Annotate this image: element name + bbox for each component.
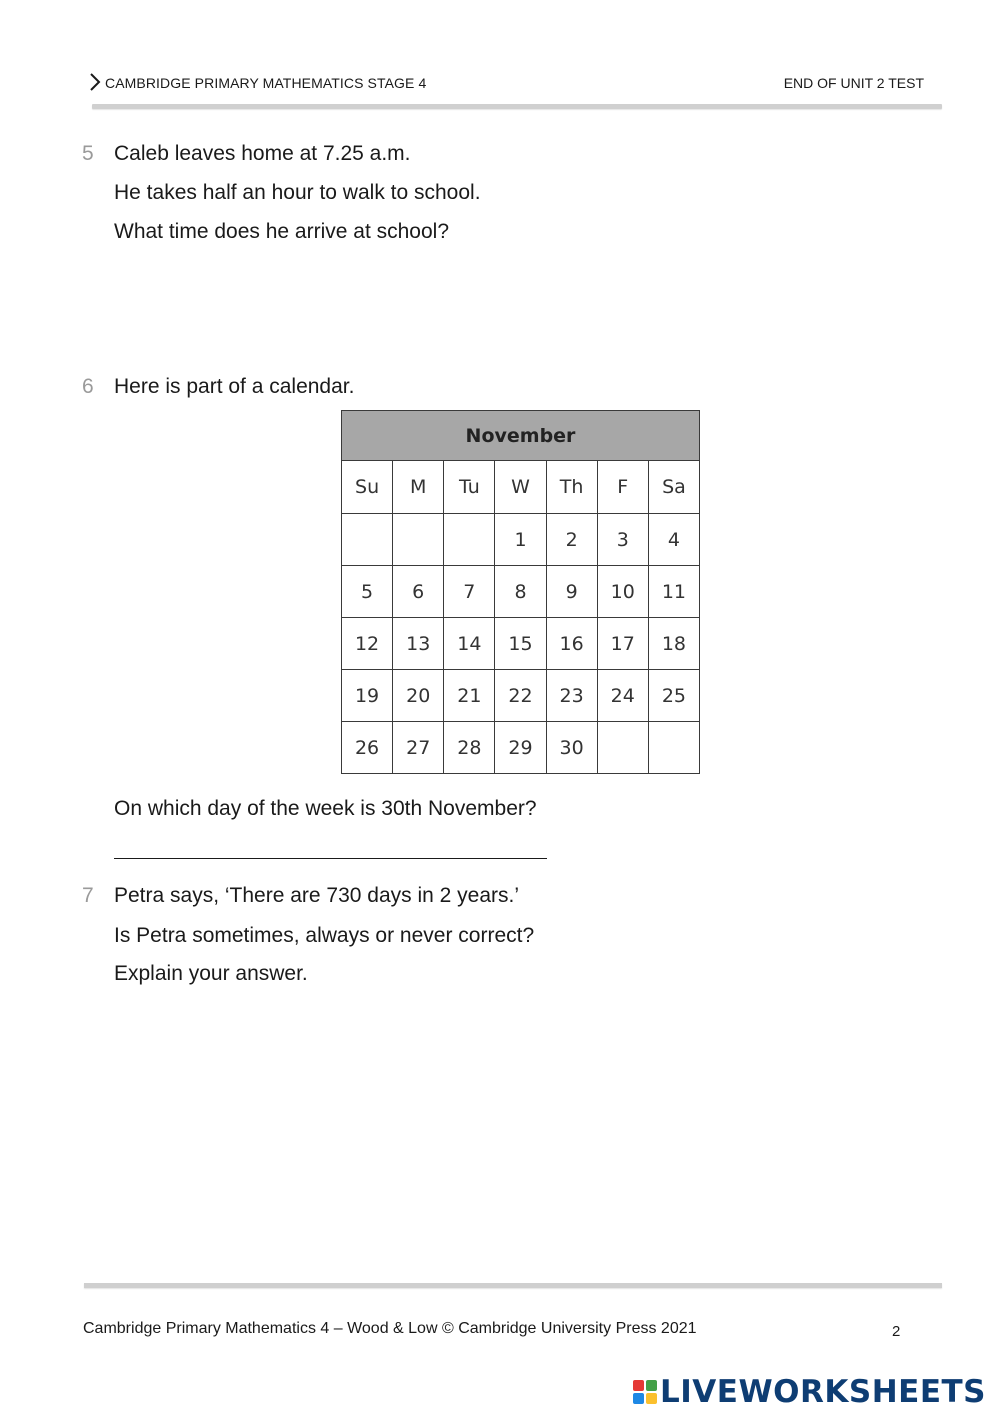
calendar-day: 8 [495,566,546,618]
calendar-week-row [342,618,700,670]
question-6-number: 6 [82,375,94,398]
calendar-day: 18 [648,618,699,670]
calendar-day: 16 [546,618,597,670]
weekday-header: F [597,461,648,514]
calendar-day: 29 [495,722,546,774]
calendar-day: 5 [342,566,393,618]
calendar-day: 24 [597,670,648,722]
question-5-line-1: Caleb leaves home at 7.25 a.m. [114,142,411,165]
calendar-day [648,722,699,774]
calendar-day: 7 [444,566,495,618]
chevron-right-icon [88,72,102,92]
calendar-day: 2 [546,514,597,566]
calendar-week-row [342,722,700,774]
calendar-table [341,410,700,774]
calendar-day: 10 [597,566,648,618]
weekday-header: M [393,461,444,514]
calendar-day: 12 [342,618,393,670]
calendar-day: 3 [597,514,648,566]
question-5-line-3: What time does he arrive at school? [114,220,449,243]
calendar-day: 30 [546,722,597,774]
header-test-name: END OF UNIT 2 TEST [783,75,924,91]
question-5-line-2: He takes half an hour to walk to school. [114,181,481,204]
question-7-line-1: Petra says, ‘There are 730 days in 2 years.’ [114,884,520,907]
calendar-day: 4 [648,514,699,566]
calendar-day: 25 [648,670,699,722]
footer-credit: Cambridge Primary Mathematics 4 – Wood & Low © Cambridge University Press 2021 [83,1320,697,1337]
calendar-week-row [342,566,700,618]
calendar-month: November [342,411,700,461]
header-title: CAMBRIDGE PRIMARY MATHEMATICS STAGE 4 [105,75,427,91]
question-7-line-3: Explain your answer. [114,962,308,985]
calendar-day: 22 [495,670,546,722]
calendar-day: 17 [597,618,648,670]
weekday-header: W [495,461,546,514]
calendar-day: 20 [393,670,444,722]
weekday-header: Th [546,461,597,514]
calendar-day: 15 [495,618,546,670]
weekday-header: Sa [648,461,699,514]
question-6-line-2: On which day of the week is 30th November? [114,797,537,820]
question-7-number: 7 [82,884,94,907]
footer-divider [84,1283,942,1288]
question-6-line-1: Here is part of a calendar. [114,375,355,398]
calendar-day: 27 [393,722,444,774]
calendar-day: 23 [546,670,597,722]
calendar-week-row [342,514,700,566]
calendar-day [444,514,495,566]
question-5-number: 5 [82,142,94,165]
calendar-day: 1 [495,514,546,566]
calendar-day [342,514,393,566]
liveworksheets-logo[interactable] [633,1374,986,1410]
calendar-weekday-row [342,461,700,514]
page-number: 2 [892,1323,901,1340]
calendar-day [393,514,444,566]
calendar-week-row [342,670,700,722]
calendar-day: 13 [393,618,444,670]
calendar-day: 14 [444,618,495,670]
calendar-day: 6 [393,566,444,618]
liveworksheets-icon [633,1380,657,1404]
calendar-day: 26 [342,722,393,774]
weekday-header: Tu [444,461,495,514]
calendar-day: 19 [342,670,393,722]
calendar-day [597,722,648,774]
header-divider [92,104,942,109]
liveworksheets-wordmark: LIVEWORKSHEETS [660,1374,986,1410]
calendar-day: 11 [648,566,699,618]
weekday-header: Su [342,461,393,514]
question-7-line-2: Is Petra sometimes, always or never correct? [114,924,535,947]
calendar-day: 9 [546,566,597,618]
calendar-day: 28 [444,722,495,774]
calendar-day: 21 [444,670,495,722]
answer-line[interactable] [114,858,547,859]
